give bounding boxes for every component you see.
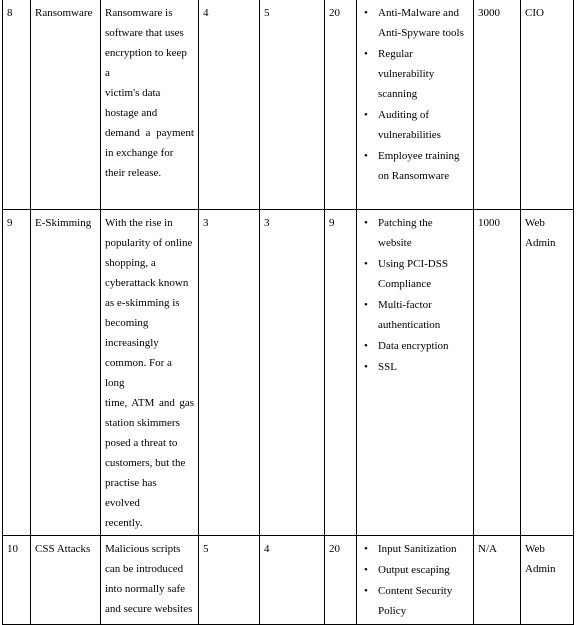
risk-score-cell: 20 bbox=[325, 536, 357, 625]
risk-score-cell: 9 bbox=[325, 210, 357, 536]
list-item: • Data encryption bbox=[361, 336, 469, 356]
description-line: shopping, a bbox=[105, 257, 156, 269]
description-line: demand a payment bbox=[105, 127, 194, 139]
owner-cell: Web Admin bbox=[521, 210, 574, 536]
description-line: software that uses bbox=[105, 27, 184, 39]
description-line: station skimmers bbox=[105, 417, 180, 429]
list-item: • Input Sanitization bbox=[361, 539, 469, 559]
description-line: as e-skimming is bbox=[105, 297, 180, 309]
likelihood-cell: 3 bbox=[199, 210, 260, 536]
risk-score-cell: 20 bbox=[325, 0, 357, 210]
description-line: victim's data bbox=[105, 87, 161, 99]
list-item: • Output escaping bbox=[361, 560, 469, 580]
mitigation-list bbox=[361, 213, 469, 377]
mitigation-list bbox=[361, 3, 469, 186]
row-id-cell: 10 bbox=[3, 536, 31, 625]
description-line: With the rise in bbox=[105, 217, 173, 229]
likelihood-cell: 4 bbox=[199, 0, 260, 210]
threat-name-cell: Ransomware bbox=[31, 0, 101, 210]
description-line: and secure websites bbox=[105, 603, 193, 615]
list-item: • Employee training on Ransomware bbox=[361, 146, 469, 186]
list-item: • Auditing of vulnerabilities bbox=[361, 105, 469, 145]
threat-name-cell: CSS Attacks bbox=[31, 536, 101, 625]
description-cell bbox=[101, 210, 199, 536]
table-row bbox=[3, 536, 574, 625]
mitigation-cell bbox=[357, 536, 474, 625]
list-item: • Using PCI-DSS Compliance bbox=[361, 254, 469, 294]
description-line: encryption to keep a bbox=[105, 47, 187, 79]
row-id-cell: 8 bbox=[3, 0, 31, 210]
description-cell bbox=[101, 536, 199, 625]
risk-register-table bbox=[2, 0, 574, 625]
description-line: their release. bbox=[105, 167, 162, 179]
cost-cell: 1000 bbox=[474, 210, 521, 536]
description-line: customers, but the bbox=[105, 457, 186, 469]
description-line: time, ATM and gas bbox=[105, 397, 194, 409]
description-cell bbox=[101, 0, 199, 210]
impact-cell: 4 bbox=[260, 536, 325, 625]
cost-cell: N/A bbox=[474, 536, 521, 625]
impact-cell: 3 bbox=[260, 210, 325, 536]
likelihood-cell: 5 bbox=[199, 536, 260, 625]
description-line: common. For a long bbox=[105, 357, 172, 389]
mitigation-cell bbox=[357, 210, 474, 536]
description-line: hostage and bbox=[105, 107, 158, 119]
description-line: can be introduced bbox=[105, 563, 184, 575]
owner-cell: Web Admin bbox=[521, 536, 574, 625]
list-item: • SSL bbox=[361, 357, 469, 377]
owner-cell: CIO bbox=[521, 0, 574, 210]
threat-name-cell: E-Skimming bbox=[31, 210, 101, 536]
list-item: • Regular vulnerability scanning bbox=[361, 44, 469, 104]
list-item: • Multi-factor authentication bbox=[361, 295, 469, 335]
description-line: Ransomware is bbox=[105, 7, 173, 19]
description-line: increasingly bbox=[105, 337, 159, 349]
impact-cell: 5 bbox=[260, 0, 325, 210]
description-line: recently. bbox=[105, 517, 143, 529]
description-line: popularity of online bbox=[105, 237, 193, 249]
mitigation-list bbox=[361, 539, 469, 621]
description-line: cyberattack known bbox=[105, 277, 189, 289]
description-line: in exchange for bbox=[105, 147, 174, 159]
cost-cell: 3000 bbox=[474, 0, 521, 210]
list-item: • Content Security Policy bbox=[361, 581, 469, 621]
row-id-cell: 9 bbox=[3, 210, 31, 536]
mitigation-cell bbox=[357, 0, 474, 210]
description-line: into normally safe bbox=[105, 583, 186, 595]
list-item: • Anti-Malware and Anti-Spyware tools bbox=[361, 3, 469, 43]
table-row bbox=[3, 210, 574, 536]
description-line: Malicious scripts bbox=[105, 543, 181, 555]
description-line: practise has evolved bbox=[105, 477, 157, 509]
description-line: becoming bbox=[105, 317, 149, 329]
list-item: • Patching the website bbox=[361, 213, 469, 253]
table-row bbox=[3, 0, 574, 210]
description-line: posed a threat to bbox=[105, 437, 178, 449]
